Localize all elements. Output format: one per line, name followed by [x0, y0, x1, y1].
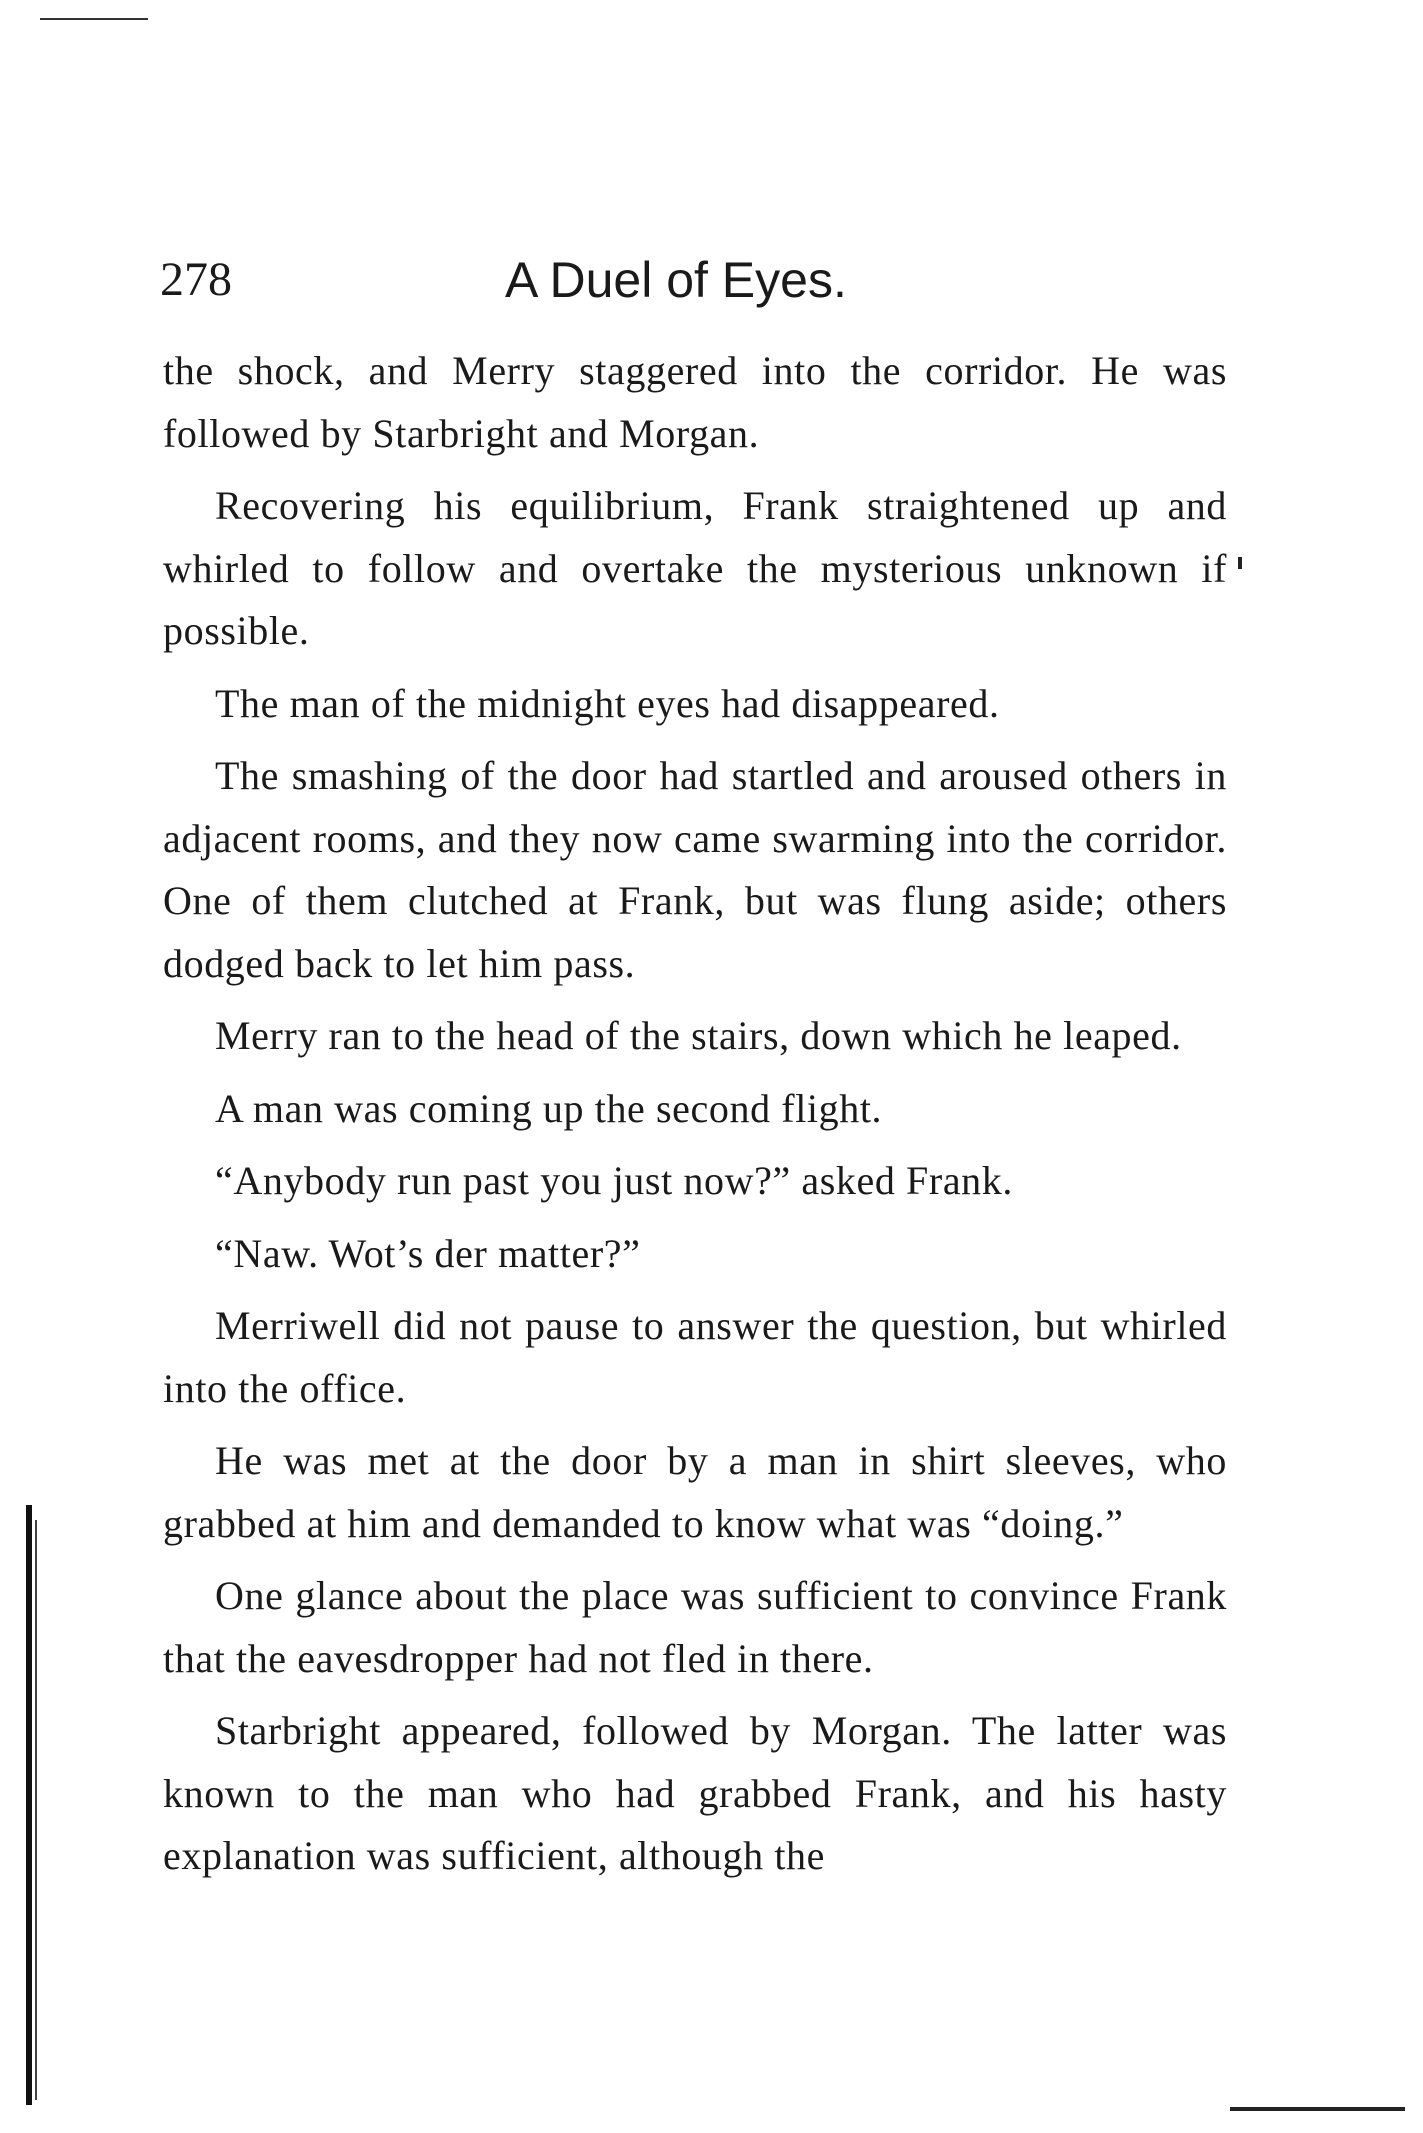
paragraph: the shock, and Merry staggered into the corridor. He was followed by Starbright and Morgan. — [163, 348, 1227, 456]
paragraph: “Anybody run past you just now?” asked Frank. — [215, 1158, 1013, 1203]
page-header — [160, 248, 1230, 318]
paragraph: “Naw. Wot’s der matter?” — [215, 1230, 641, 1276]
paragraph: Merry ran to the head of the stairs, down which he leaped. — [215, 1013, 1182, 1058]
paragraph: He was met at the door by a man in shirt sleeves, who grabbed at him and demanded to know what was “doing.” — [163, 1438, 1227, 1546]
paragraph: Recovering his equilibrium, Frank straightened up and whirled to follow and overtake the mysterious unknown if possible. — [163, 483, 1227, 653]
bottom-rule — [1230, 2107, 1405, 2111]
print-speck — [1238, 557, 1242, 569]
top-rule — [40, 18, 148, 20]
body-text — [163, 340, 1227, 1898]
paragraph: The man of the midnight eyes had disappeared. — [215, 680, 1000, 726]
paragraph: A man was coming up the second flight. — [215, 1085, 883, 1131]
binding-edge-mark-inner — [35, 1520, 37, 2100]
paragraph: Starbright appeared, followed by Morgan. The latter was known to the man who had grabbed Frank, and his hasty explanation was sufficient, although the — [163, 1708, 1227, 1878]
binding-edge-mark — [26, 1505, 32, 2105]
paragraph: One glance about the place was sufficient to convince Frank that the eavesdropper had not fled in there. — [163, 1573, 1227, 1681]
page-number: 278 — [160, 253, 232, 306]
running-title: A Duel of Eyes. — [505, 252, 847, 308]
paragraph: Merriwell did not pause to answer the question, but whirled into the office. — [163, 1303, 1227, 1411]
paragraph: The smashing of the door had startled and aroused others in adjacent rooms, and they now came swarming into the corridor. One of them clutched at Frank, but was flung aside; others dodged back to let him pass. — [163, 753, 1227, 986]
